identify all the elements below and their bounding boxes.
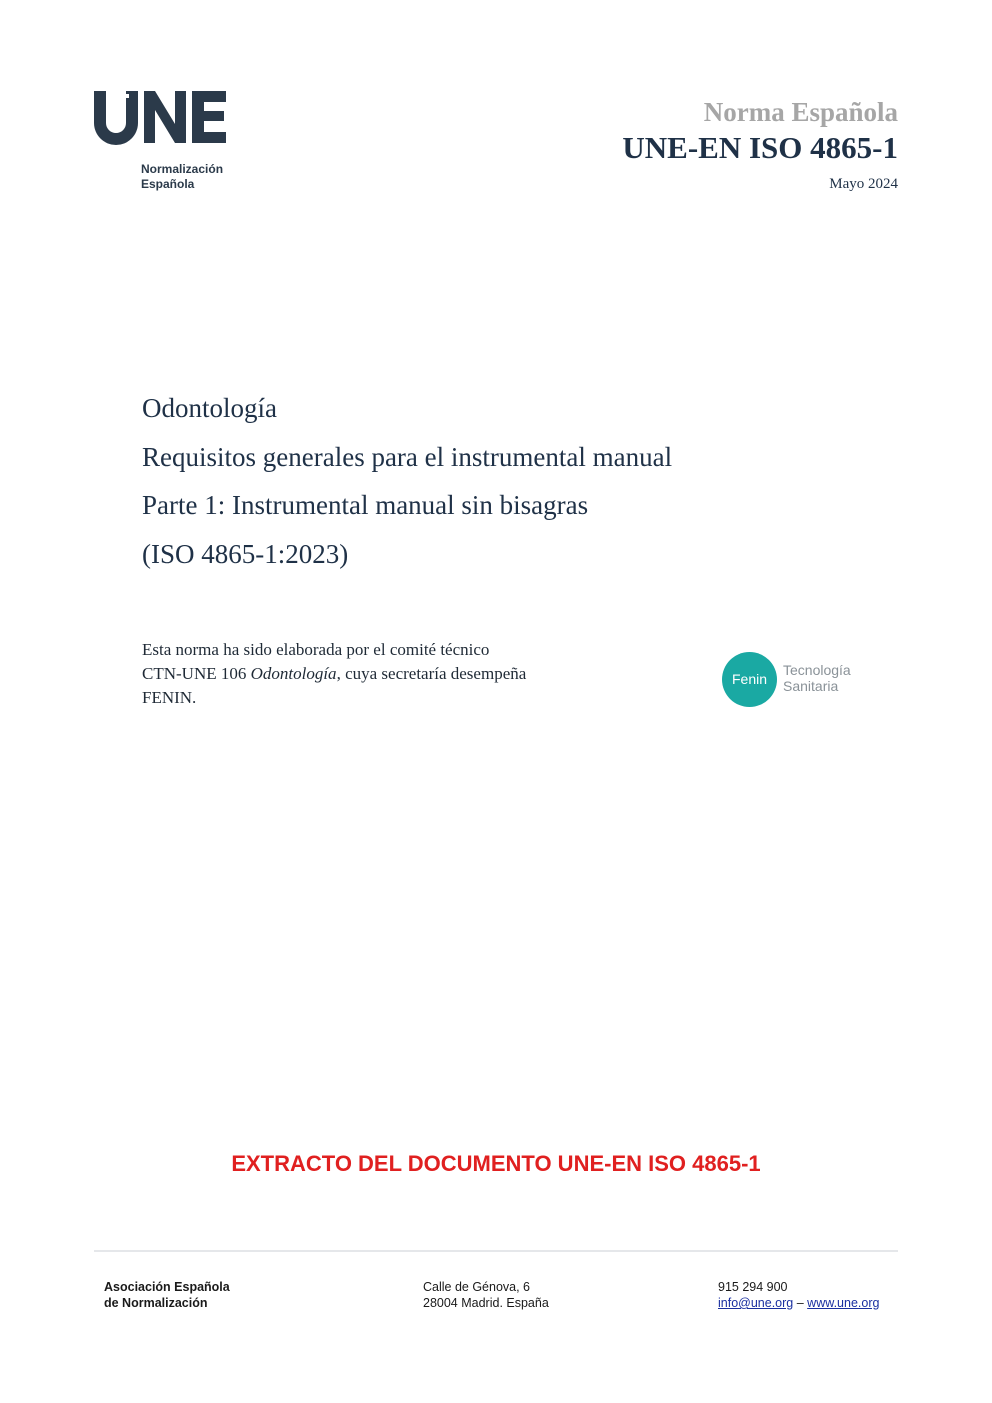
une-logo-sub-line1: Normalización: [141, 162, 224, 176]
website-link[interactable]: www.une.org: [807, 1296, 880, 1310]
fenin-tagline-line1: Tecnología: [783, 662, 851, 678]
norma-date: Mayo 2024: [829, 176, 898, 192]
footer-org-line2: de Normalización: [104, 1296, 208, 1310]
fenin-tagline: [783, 662, 851, 694]
title-subject: Odontología: [142, 393, 277, 423]
une-logo-sub-line2: Española: [141, 177, 195, 191]
email-link[interactable]: info@une.org: [718, 1296, 794, 1310]
committee-line2: [142, 662, 642, 686]
document-titles: [142, 384, 672, 578]
committee-statement: [142, 638, 642, 710]
une-logo-mark: [92, 88, 232, 148]
title-main: Requisitos generales para el instrumental manual: [142, 441, 673, 472]
committee-line3: FENIN.: [142, 688, 197, 707]
footer-contact: [718, 1279, 879, 1311]
fenin-tagline-line2: Sanitaria: [783, 678, 839, 694]
footer-address: [423, 1279, 549, 1311]
norma-code: UNE-EN ISO 4865-1: [622, 130, 898, 165]
footer-divider: [94, 1250, 898, 1252]
committee-name: Odontología: [250, 664, 337, 683]
footer-phone: 915 294 900: [718, 1280, 788, 1294]
footer-separator: –: [796, 1296, 804, 1310]
fenin-logo: [722, 652, 882, 708]
title-part: Parte 1: Instrumental manual sin bisagras: [142, 490, 589, 520]
norma-label: Norma Española: [703, 97, 898, 127]
title-iso-ref: (ISO 4865-1:2023): [142, 538, 349, 569]
une-logo-subtitle: [141, 162, 223, 192]
footer-org-line1: Asociación Española: [104, 1280, 230, 1294]
extract-notice: EXTRACTO DEL DOCUMENTO UNE-EN ISO 4865-1: [231, 1151, 761, 1176]
footer-address-line1: Calle de Génova, 6: [423, 1280, 531, 1294]
committee-line1: Esta norma ha sido elaborada por el comité técnico: [142, 640, 490, 659]
fenin-circle: Fenin: [722, 652, 777, 707]
committee-secretariat: , cuya secretaría desempeña: [336, 664, 527, 683]
footer-organization: [104, 1279, 230, 1311]
committee-code: CTN-UNE 106: [142, 664, 251, 683]
footer-address-line2: 28004 Madrid. España: [423, 1296, 549, 1310]
footer-links: [718, 1295, 879, 1311]
norma-header: [622, 96, 898, 193]
